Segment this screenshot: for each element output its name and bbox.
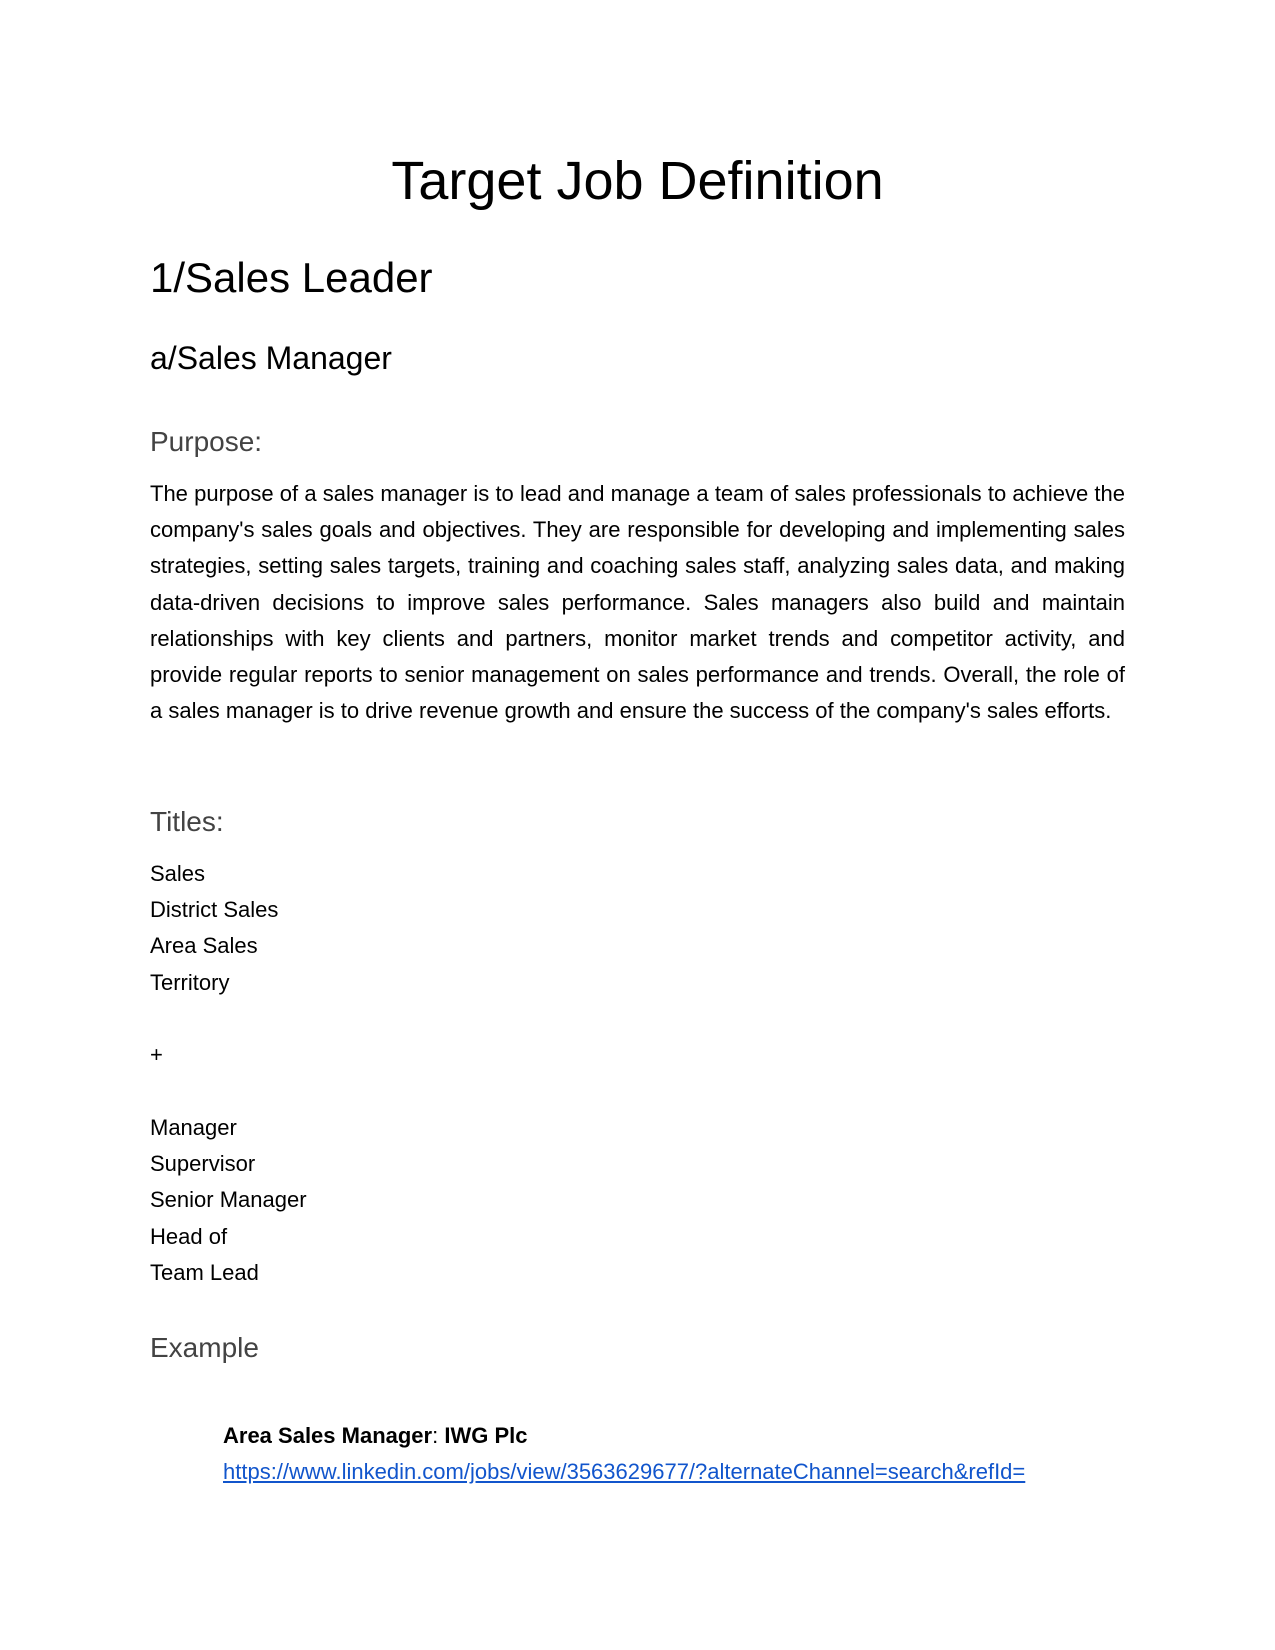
example-separator: : bbox=[432, 1423, 445, 1448]
subsection-heading: a/Sales Manager bbox=[150, 340, 392, 376]
list-item: Supervisor bbox=[150, 1151, 256, 1177]
example-company: IWG Plc bbox=[444, 1423, 528, 1448]
example-job-title: Area Sales Manager bbox=[223, 1423, 433, 1448]
title-prefix-list bbox=[150, 856, 278, 1001]
list-item: Sales bbox=[150, 861, 206, 886]
section-heading: 1/Sales Leader bbox=[150, 254, 433, 301]
list-item: Head of bbox=[150, 1223, 228, 1249]
document-title: Target Job Definition bbox=[391, 151, 884, 211]
list-item: Area Sales bbox=[150, 933, 258, 959]
titles-label: Titles: bbox=[150, 806, 224, 837]
list-item: Team Lead bbox=[150, 1259, 259, 1285]
example-job-link[interactable]: https://www.linkedin.com/jobs/view/3563629677/?alternateChannel=search&refId= bbox=[223, 1459, 1026, 1484]
purpose-label: Purpose: bbox=[150, 426, 263, 457]
list-item: Senior Manager bbox=[150, 1187, 307, 1213]
list-item: Manager bbox=[150, 1115, 237, 1140]
list-item: District Sales bbox=[150, 897, 279, 923]
example-job-line bbox=[223, 1418, 527, 1454]
purpose-paragraph: The purpose of a sales manager is to lead and manage a team of sales professionals to achieve the company's sales goals and objectives. They are responsible for developing and implementing sales strategies, setting sales targets, training and coaching sales staff, analyzing sales data, and making data-driven decisions to improve sales performance. Sales managers also build and maintain relationships with key clients and partners, monitor market trends and competitor activity, and provide regular reports to senior management on sales performance and trends. Overall, the role of a sales manager is to drive revenue growth and ensure the success of the company's sales efforts. bbox=[150, 481, 1125, 724]
title-suffix-list bbox=[150, 1110, 307, 1291]
example-label: Example bbox=[150, 1332, 259, 1363]
titles-joiner: + bbox=[150, 1042, 163, 1067]
list-item: Territory bbox=[150, 969, 230, 995]
